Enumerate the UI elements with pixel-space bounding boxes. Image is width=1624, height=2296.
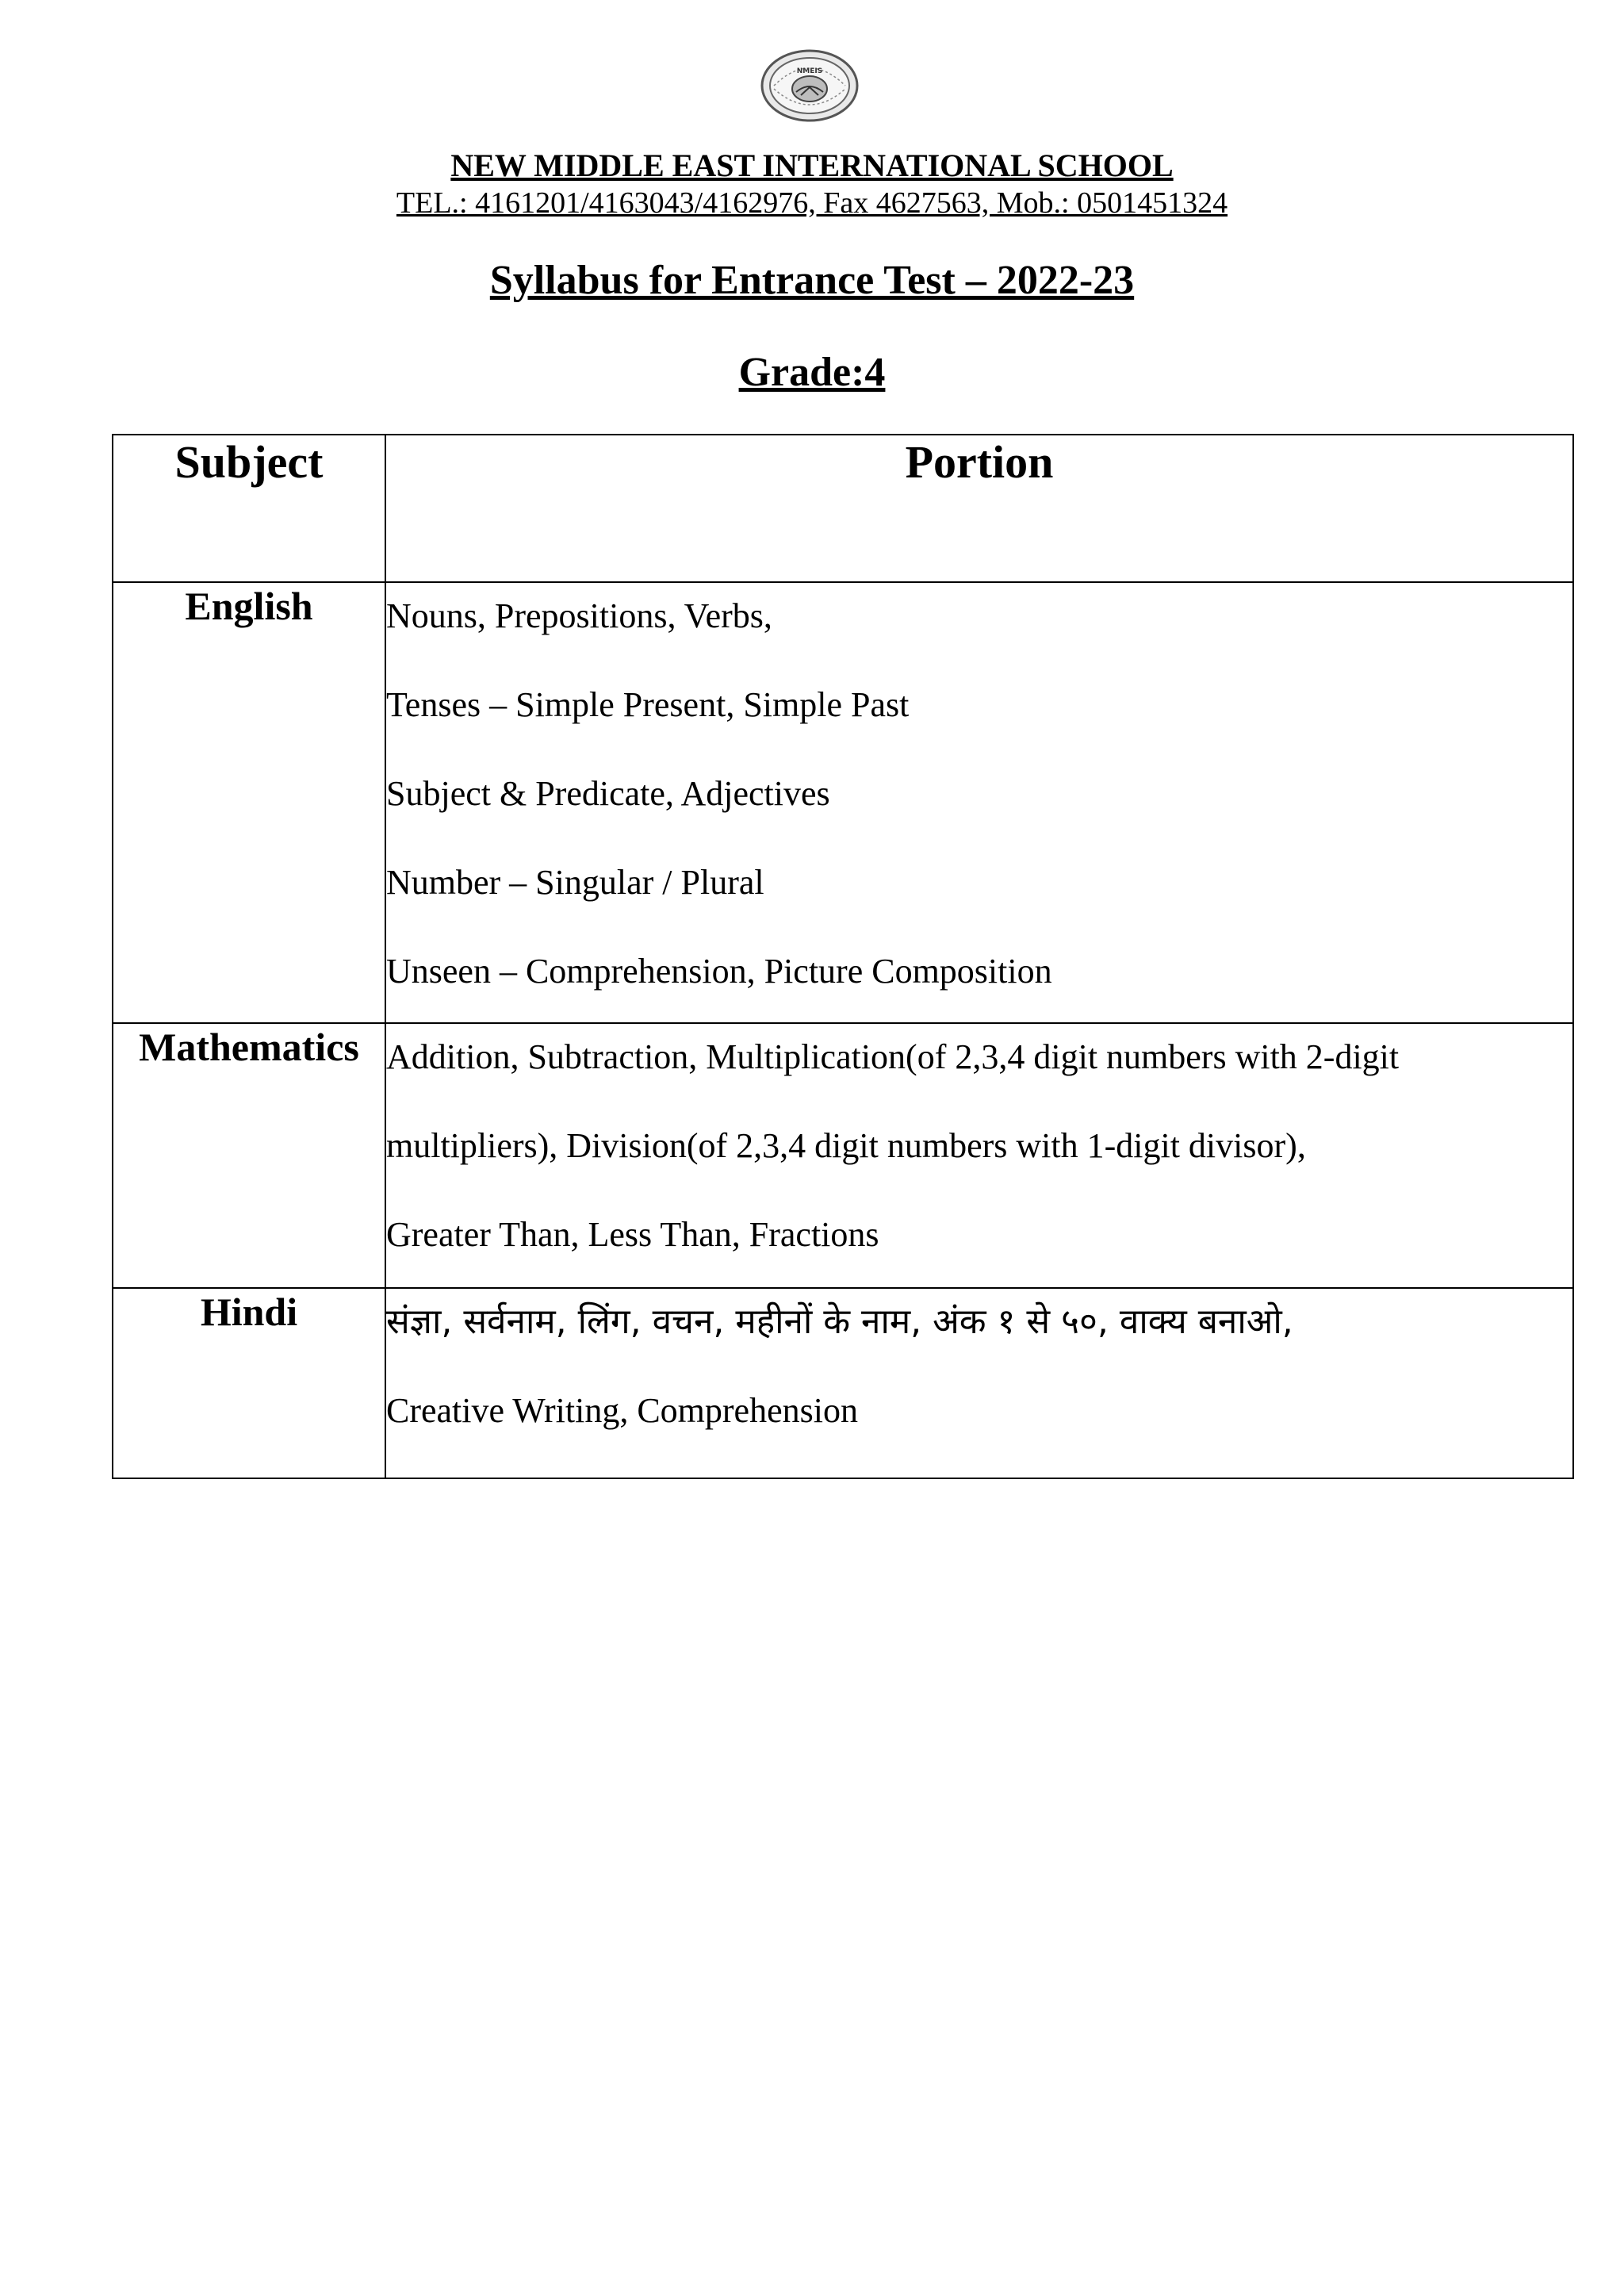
table-row-hindi <box>113 1288 1573 1478</box>
table-header-row <box>113 435 1573 582</box>
portion-line: multipliers), Division(of 2,3,4 digit numbers with 1-digit divisor), <box>386 1126 1306 1165</box>
portion-line: Subject & Predicate, Adjectives <box>386 774 830 813</box>
subject-cell: Hindi <box>113 1288 385 1478</box>
school-logo <box>760 48 860 124</box>
grade-label: Grade:4 <box>738 350 886 395</box>
page-title: Syllabus for Entrance Test – 2022-23 <box>489 258 1135 303</box>
portion-line: Tenses – Simple Present, Simple Past <box>386 685 910 724</box>
school-contact: TEL.: 4161201/4163043/4162976, Fax 4627563, Mob.: 0501451324 <box>396 186 1228 220</box>
portion-column-header: Portion <box>385 435 1573 582</box>
portion-line: Nouns, Prepositions, Verbs, <box>386 596 772 635</box>
syllabus-table <box>112 434 1574 1479</box>
portion-line: Number – Singular / Plural <box>386 863 764 902</box>
subject-cell: Mathematics <box>113 1023 385 1288</box>
portion-line: Creative Writing, Comprehension <box>386 1391 858 1430</box>
table-row-english <box>113 582 1573 1023</box>
subject-cell: English <box>113 582 385 1023</box>
portion-line: संज्ञा, सर्वनाम, लिंग, वचन, महीनों के नाम, अंक १ से ५०, वाक्य बनाओ, <box>386 1301 1293 1342</box>
svg-text:NMEIS: NMEIS <box>796 67 823 75</box>
school-name: NEW MIDDLE EAST INTERNATIONAL SCHOOL <box>450 148 1174 183</box>
portion-line: Addition, Subtraction, Multiplication(of 2,3,4 digit numbers with 2-digit <box>386 1037 1400 1076</box>
table-row-mathematics <box>113 1023 1573 1288</box>
portion-cell <box>385 1023 1573 1288</box>
portion-cell <box>385 1288 1573 1478</box>
portion-line: Greater Than, Less Than, Fractions <box>386 1215 879 1254</box>
subject-column-header: Subject <box>113 435 385 582</box>
portion-line: Unseen – Comprehension, Picture Composition <box>386 952 1052 991</box>
portion-cell <box>385 582 1573 1023</box>
